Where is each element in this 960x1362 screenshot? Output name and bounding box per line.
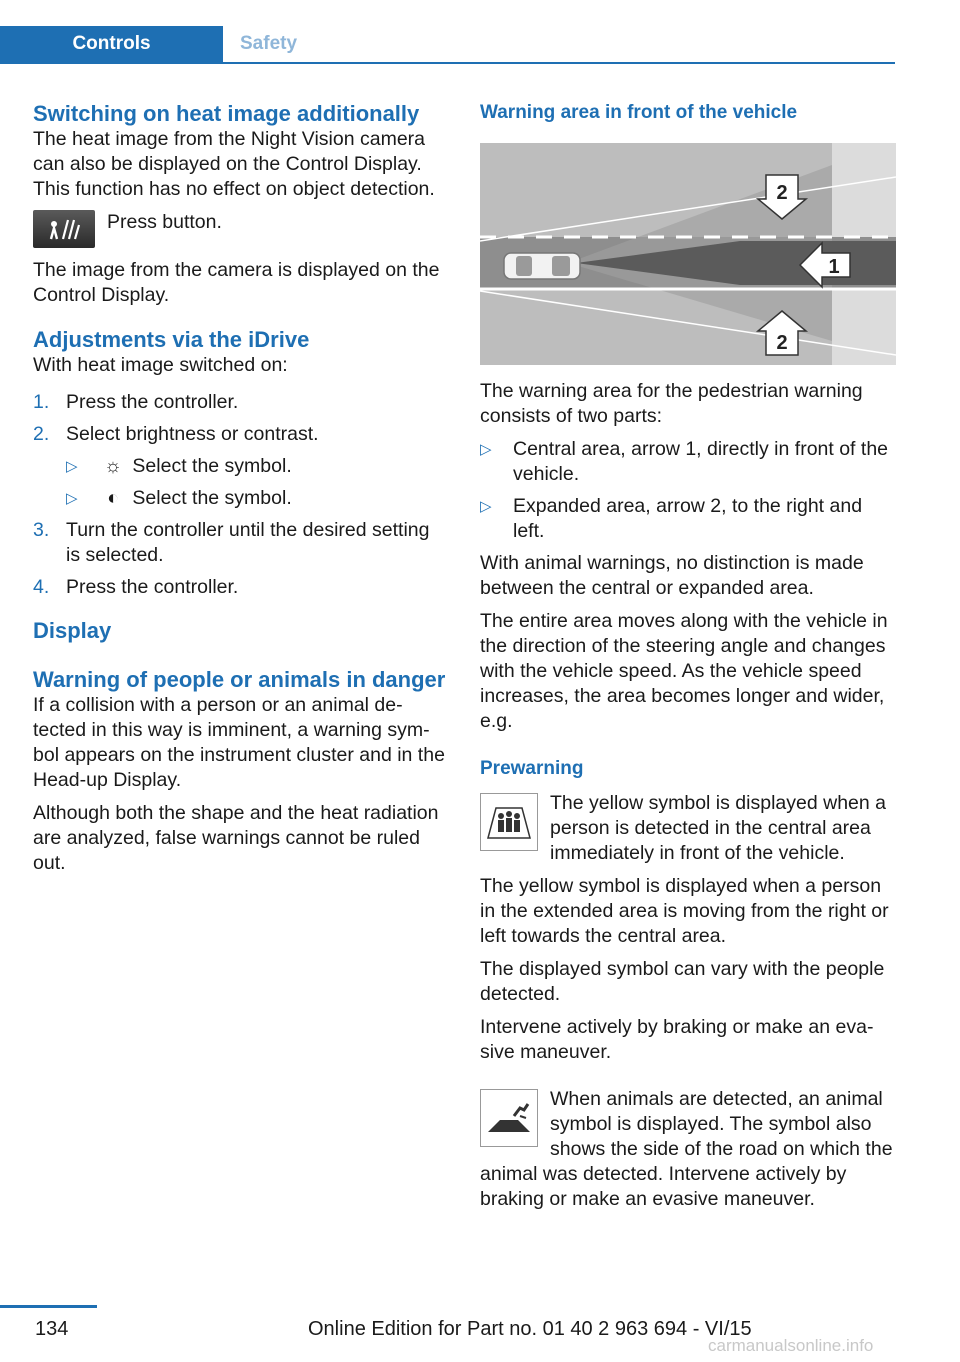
paragraph-intervene: Intervene actively by braking or make an evasive maneuver. <box>480 1016 874 1063</box>
paragraph-camera-display: The image from the camera is displayed on the Control Display. <box>33 259 440 306</box>
press-button-text: Press button. <box>107 211 222 233</box>
area-parts-list <box>480 437 896 544</box>
paragraph-yellow-central: The yellow symbol is displayed when a person is detected in the central area immediately in front of the vehicle. <box>550 792 886 864</box>
page-number-rule <box>0 1305 97 1308</box>
bullet-triangle-icon: ▷ <box>66 458 78 475</box>
bullet-text: Expanded area, arrow 2, to the right and left. <box>513 495 863 542</box>
list-item <box>33 422 448 511</box>
heading-prewarning: Prewarning <box>480 758 584 779</box>
warning-area-diagram <box>480 143 896 365</box>
tab-controls[interactable]: Controls <box>0 26 223 62</box>
bullet-triangle-icon: ▷ <box>66 490 78 507</box>
paragraph-two-parts: The warning area for the pedestrian warning consists of two parts: <box>480 380 863 427</box>
bullet-triangle-icon: ▷ <box>480 498 492 515</box>
heading-warning: Warning of people or animals in danger <box>33 667 446 692</box>
paragraph-collision: If a collision with a person or an animal detected in this way is imminent, a warning symbol appears on the instrument cluster and in the Head-up Display. <box>33 694 445 791</box>
arrow-label: 1 <box>828 256 840 278</box>
arrow-label: 2 <box>776 182 788 204</box>
paragraph-yellow-extended: The yellow symbol is displayed when a person in the extended area is moving from the right or left towards the central area. <box>480 875 889 947</box>
adjustment-steps <box>33 390 448 600</box>
list-item <box>66 454 448 479</box>
tab-safety[interactable]: Safety <box>240 33 298 54</box>
paragraph-with-heat-image: With heat image switched on: <box>33 354 288 376</box>
paragraph-symbol-varies: The displayed symbol can vary with the people detected. <box>480 958 885 1005</box>
bullet-text: Central area, arrow 1, directly in front of the vehicle. <box>513 438 889 485</box>
heading-display: Display <box>33 618 112 643</box>
step-number: 3. <box>33 519 50 541</box>
step-number: 1. <box>33 391 50 413</box>
press-button-row <box>33 210 448 248</box>
step-text: Press the controller. <box>66 576 239 598</box>
left-column <box>33 100 448 884</box>
arrow-label: 2 <box>776 332 788 354</box>
step-number: 4. <box>33 576 50 598</box>
list-item <box>480 494 896 544</box>
list-item <box>33 575 448 600</box>
sub-item-text: Select the symbol. <box>132 455 292 477</box>
paragraph-entire-area: The entire area moves along with the vehicle in the direction of the steering angle and changes with the vehicle speed. As the vehicle speed increases, the area becomes longer and wider, e.g. <box>480 610 888 732</box>
night-vision-button-icon <box>33 210 95 248</box>
page-number: 134 <box>35 1318 69 1340</box>
pedestrian-warning-icon <box>480 793 538 851</box>
watermark: carmanualsonline.info <box>708 1336 874 1355</box>
step-text: Select brightness or contrast. <box>66 423 319 445</box>
step-number: 2. <box>33 423 50 445</box>
contrast-icon: ◐ <box>107 487 119 509</box>
list-item <box>33 518 448 568</box>
list-item <box>33 390 448 415</box>
step-text: Turn the controller until the desired setting is selected. <box>66 519 430 566</box>
footer-edition: Online Edition for Part no. 01 40 2 963 694 - VI/15 <box>308 1318 752 1340</box>
list-item <box>66 486 448 511</box>
animal-warning-icon <box>480 1089 538 1147</box>
sub-item-text: Select the symbol. <box>132 487 292 509</box>
symbol-options <box>66 454 448 511</box>
heading-adjustments: Adjustments via the iDrive <box>33 327 310 352</box>
header-tabs <box>0 26 895 64</box>
paragraph-animals-detected: When animals are detected, an animal symbol is displayed. The symbol also shows the side of the road on which the animal was detected. Intervene actively by braking or make an evasive maneuver. <box>480 1088 893 1210</box>
list-item <box>480 437 896 487</box>
paragraph-animal-warnings: With animal warnings, no distinction is made between the central or expanded area. <box>480 552 864 599</box>
bullet-triangle-icon: ▷ <box>480 441 492 458</box>
step-text: Press the controller. <box>66 391 239 413</box>
brightness-icon: ☼ <box>104 455 122 477</box>
paragraph-false-warnings: Although both the shape and the heat radiation are analyzed, false warnings cannot be ruled out. <box>33 802 439 874</box>
heading-warning-area: Warning area in front of the vehicle <box>480 102 798 123</box>
right-column <box>480 100 896 1220</box>
paragraph-heat-image: The heat image from the Night Vision camera can also be displayed on the Control Display. This function has no effect on object detection. <box>33 128 435 200</box>
heading-switching-heat-image: Switching on heat image additionally <box>33 101 420 126</box>
